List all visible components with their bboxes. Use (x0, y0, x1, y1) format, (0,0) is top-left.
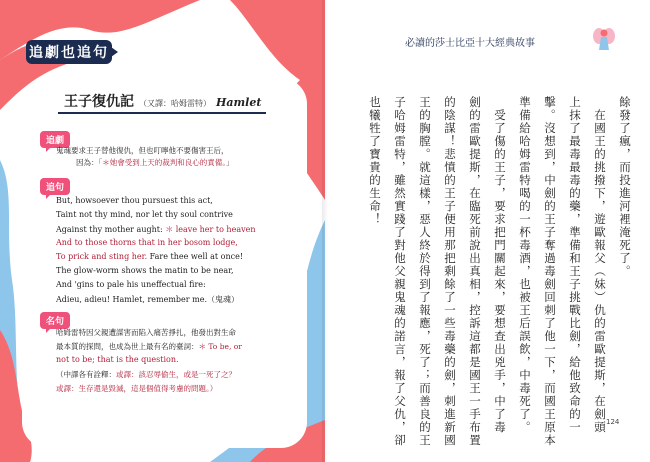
famous-quote-start: ＊ To be, or (198, 342, 242, 351)
body-column: 餘發了瘋，而投進河裡淹死了。 (618, 96, 632, 278)
famous-line (56, 341, 242, 352)
title-chinese: 王子復仇記 (64, 94, 134, 110)
famous-quote-end: not to be; that is the question. (56, 355, 179, 364)
body-column: 子哈姆雷特，雖然實踐了對他父親鬼魂的諾言，報了父仇，卻 (393, 96, 407, 447)
quote-line (56, 224, 256, 235)
quote-line-text: Against thy mother aught: (56, 225, 166, 234)
famous-line-text: 最本質的探問，也成為世上最有名的臺詞： (56, 342, 199, 351)
quote-line: The glow-worm shows the matin to be near, (56, 266, 234, 275)
quote-line-text: Fare thee well at once! (147, 252, 244, 261)
body-column: 上抹了最毒最毒的藥，準備和王子挑戰比劍，給他致命的一 (568, 96, 582, 434)
body-column: 的陰謀！悲憤的王子便用那把剩餘了一些毒藥的劍，刺進新國 (443, 96, 457, 447)
fairy-icon (593, 26, 615, 52)
quote-line-highlight: ＊ leave her to heaven (165, 225, 256, 234)
drama-highlight: ＊她會受到上天的裁判和良心的責備。 (102, 158, 226, 167)
quote-line: But, howsoever thou pursuest this act, (56, 196, 213, 205)
drama-line-quote (76, 157, 234, 168)
drama-line: 鬼魂要求王子替他復仇，但也叮嚀他不要傷害王后， (56, 146, 229, 155)
translation-label: （中譯各有詮釋： (56, 370, 116, 379)
quote-line: Taint not thy mind, nor let thy soul contrive (56, 210, 233, 219)
title-divider (58, 112, 266, 114)
drama-suffix: 」 (226, 158, 234, 167)
drama-tag: 追劇 (40, 131, 70, 148)
translation-a: 或譯：該忍辱偷生，或是一死了之？ (116, 370, 236, 379)
right-page (325, 0, 650, 462)
title-alt-translation: （又譯：哈姆雷特） (139, 99, 211, 108)
body-column: 擊。沒想到，中劍的王子奪過毒劍回刺了他一下，而國王原本 (543, 96, 557, 447)
body-column: 受了傷的王子，要求把門關起來，要想查出兇手，中了毒 (493, 96, 507, 434)
quote-line (56, 294, 239, 305)
running-header: 必讀的莎士比亞十大經典故事 (405, 38, 535, 49)
quote-line-text: Adieu, adieu! Hamlet, remember me. (56, 295, 207, 304)
quote-line: And 'gins to pale his uneffectual fire: (56, 280, 206, 289)
translation-line (56, 369, 236, 380)
body-column: 劍的雷歐提斯，在臨死前說出真相，控訴這都是國王一手布置 (468, 96, 482, 447)
speaker-note: （鬼魂） (207, 295, 239, 304)
play-title (64, 91, 284, 111)
title-english: Hamlet (216, 96, 262, 109)
body-column: 在國王的挑撥下，遊歐報父（妹）仇的雷歐提斯，在劍頭 (593, 96, 607, 434)
section-badge: 追劇也追句 (26, 40, 112, 64)
body-column: 準備給哈姆雷特喝的一杯毒酒，也被王后誤飲，中毒死了。 (518, 96, 532, 434)
quote-line (56, 252, 243, 261)
quote-line: And to those thorns that in her bosom lodge, (56, 238, 238, 247)
body-column: 王的胸膛。就這樣，惡人終於得到了報應，死了；而善良的王 (418, 96, 432, 447)
famous-line: 哈姆雷特因父親遭謀害而陷入痛苦掙扎，他發出對生命 (56, 328, 236, 337)
body-column: 也犧牲了寶貴的生命！ (368, 96, 382, 226)
famous-tag: 名句 (40, 312, 70, 329)
page-number: 124 (606, 418, 620, 426)
quote-line-highlight: To prick and sting her. (56, 252, 148, 261)
quote-tag: 追句 (40, 178, 70, 195)
book-gutter (322, 0, 328, 462)
translation-b: 或譯：生存還是毀滅，這是個值得考慮的問題。） (56, 384, 218, 393)
drama-prefix: 因為：「 (76, 158, 103, 167)
